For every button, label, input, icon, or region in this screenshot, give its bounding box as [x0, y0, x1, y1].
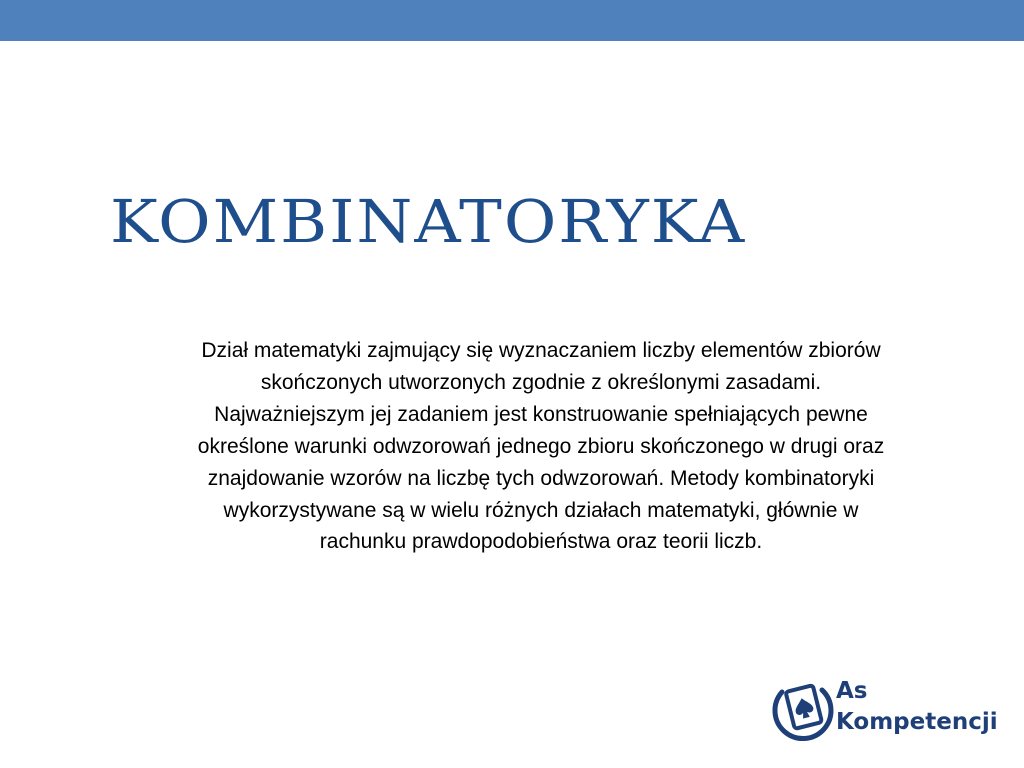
slide-body-text: Dział matematyki zajmujący się wyznaczaniem liczby elementów zbiorów skończonych utworzonych zgodnie z określonymi zasadami. Najważniejszym jej zadaniem jest konstruowanie spełniających pewne określone warunki odwzorowań jednego zbioru skończonego w drugi oraz znajdowanie wzorów na liczbę tych odwzorowań. Metody kombinatoryki wykorzystywane są w wielu różnych działach matematyki, głównie w rachunku prawdopodobieństwa oraz teorii liczb.	[197, 339, 885, 554]
card-spade-icon	[770, 676, 834, 744]
slide-title: KOMBINATORYKA	[110, 188, 747, 257]
logo-text-line-2: Kompetencji	[836, 709, 998, 735]
logo-text-line-1: As	[836, 678, 868, 704]
as-kompetencji-logo	[770, 676, 1000, 744]
top-accent-bar	[0, 0, 1024, 41]
logo-wordmark	[836, 676, 998, 738]
